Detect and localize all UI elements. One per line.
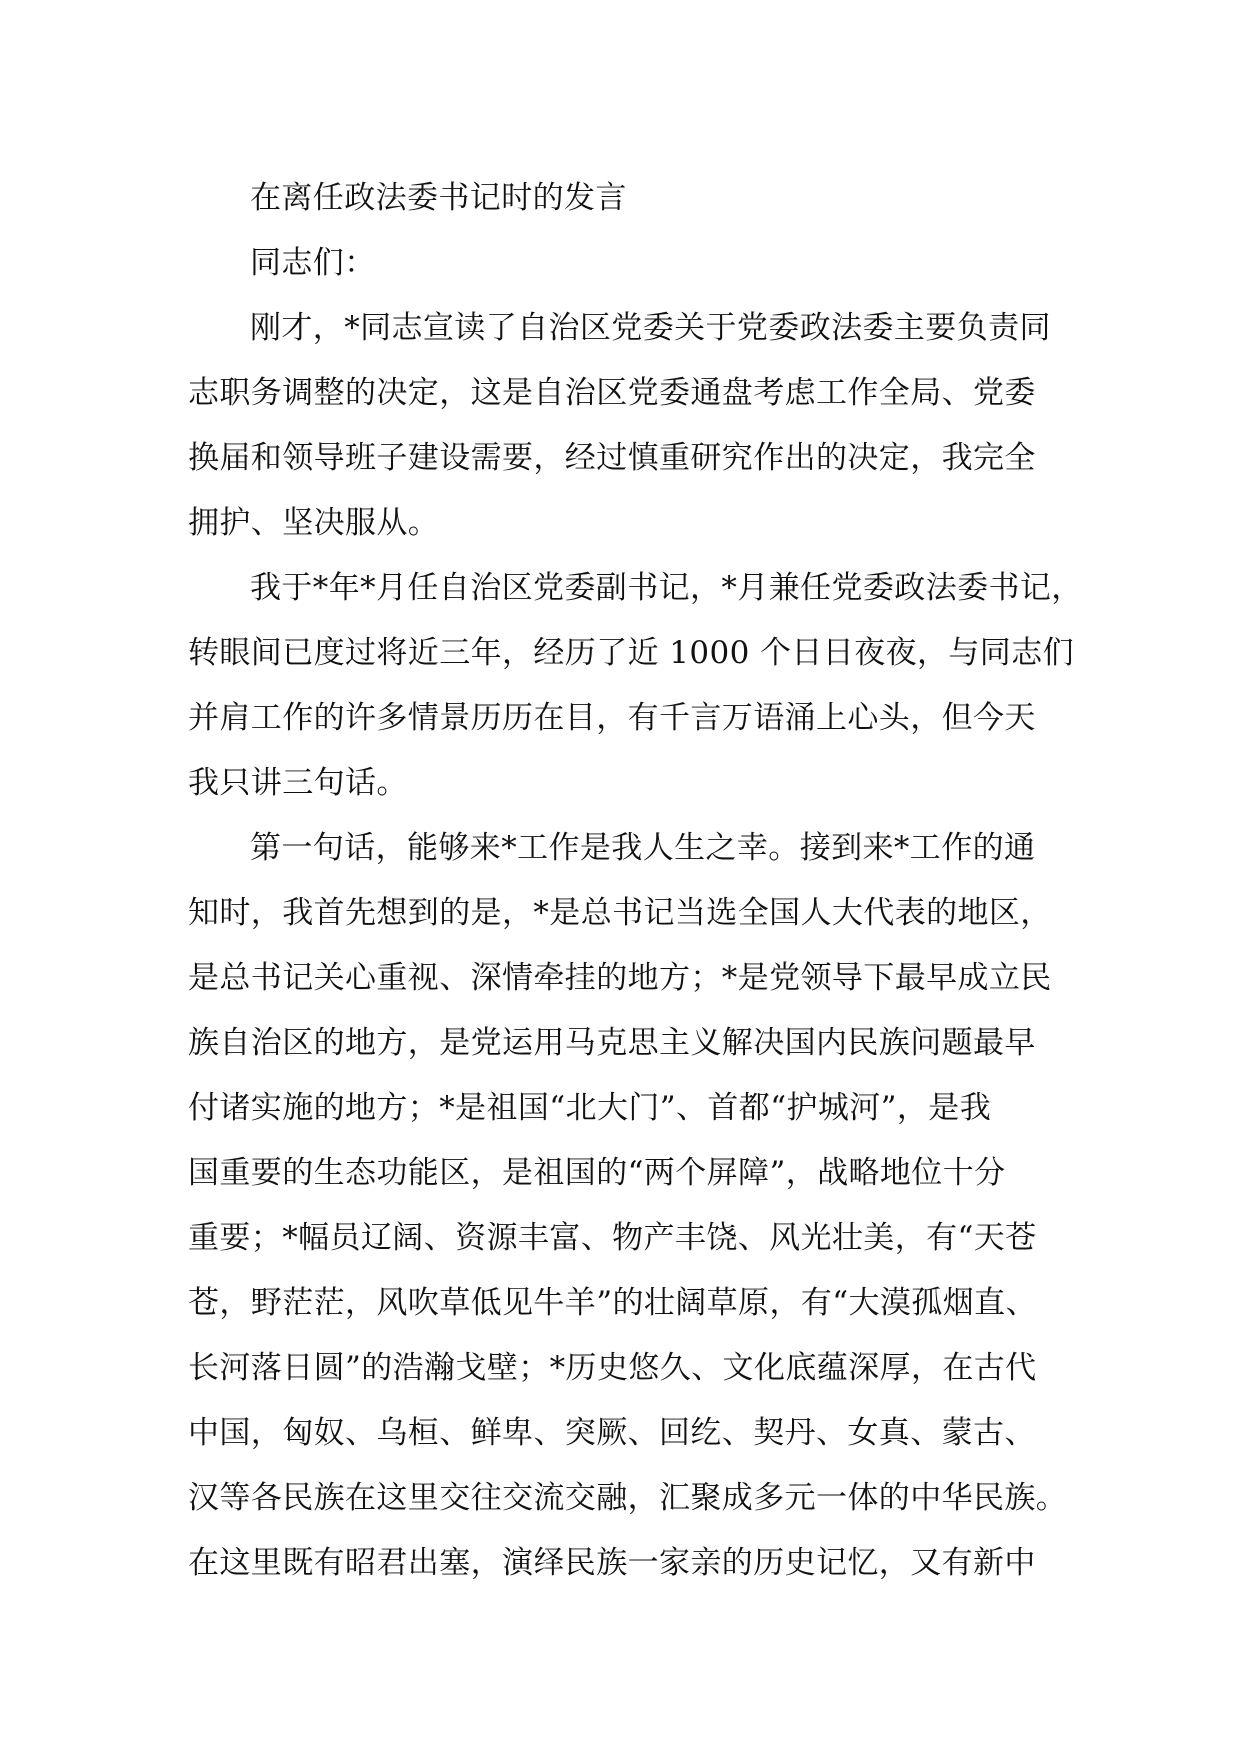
salutation: 同志们： <box>250 245 376 281</box>
text-line: 拥护、坚决服从。 <box>188 505 440 541</box>
text-line: 族自治区的地方，是党运用马克思主义解决国内民族问题最早 <box>188 1025 1036 1061</box>
text-line: 第一句话，能够来*工作是我人生之幸。接到来*工作的通 <box>250 830 1036 866</box>
text-line: 知时，我首先想到的是，*是总书记当选全国人大代表的地区， <box>188 895 1052 931</box>
text-line: 付诸实施的地方；*是祖国“北大门”、首都“护城河”，是我 <box>188 1090 992 1126</box>
text-line: 重要；*幅员辽阔、资源丰富、物产丰饶、风光壮美，有“天苍 <box>188 1220 1037 1256</box>
text-line: 换届和领导班子建设需要，经过慎重研究作出的决定，我完全 <box>188 440 1036 476</box>
text-line: 国重要的生态功能区，是祖国的“两个屏障”，战略地位十分 <box>188 1155 1006 1191</box>
text-line: 中国，匈奴、乌桓、鲜卑、突厥、回纥、契丹、女真、蒙古、 <box>188 1415 1036 1451</box>
text-line: 苍，野茫茫，风吹草低见牛羊”的壮阔草原，有“大漠孤烟直、 <box>188 1285 1037 1321</box>
text-line: 转眼间已度过将近三年，经历了近 1000 个日日夜夜，与同志们 <box>188 635 1074 671</box>
text-line: 是总书记关心重视、深情牵挂的地方；*是党领导下最早成立民 <box>188 960 1052 996</box>
text-line: 汉等各民族在这里交往交流交融，汇聚成多元一体的中华民族。 <box>188 1480 1068 1516</box>
text-line: 并肩工作的许多情景历历在目，有千言万语涌上心头，但今天 <box>188 700 1036 736</box>
text-line: 刚才，*同志宣读了自治区党委关于党委政法委主要负责同 <box>250 310 1051 346</box>
text-line: 在这里既有昭君出塞，演绎民族一家亲的历史记忆，又有新中 <box>188 1545 1036 1581</box>
text-line: 志职务调整的决定，这是自治区党委通盘考虑工作全局、党委 <box>188 375 1036 411</box>
document-body <box>188 166 1088 1596</box>
text-line: 我于*年*月任自治区党委副书记，*月兼任党委政法委书记， <box>250 570 1083 606</box>
text-line: 我只讲三句话。 <box>188 765 408 801</box>
text-line: 长河落日圆”的浩瀚戈壁；*历史悠久、文化底蕴深厚，在古代 <box>188 1350 1037 1386</box>
document-title: 在离任政法委书记时的发言 <box>250 180 627 216</box>
